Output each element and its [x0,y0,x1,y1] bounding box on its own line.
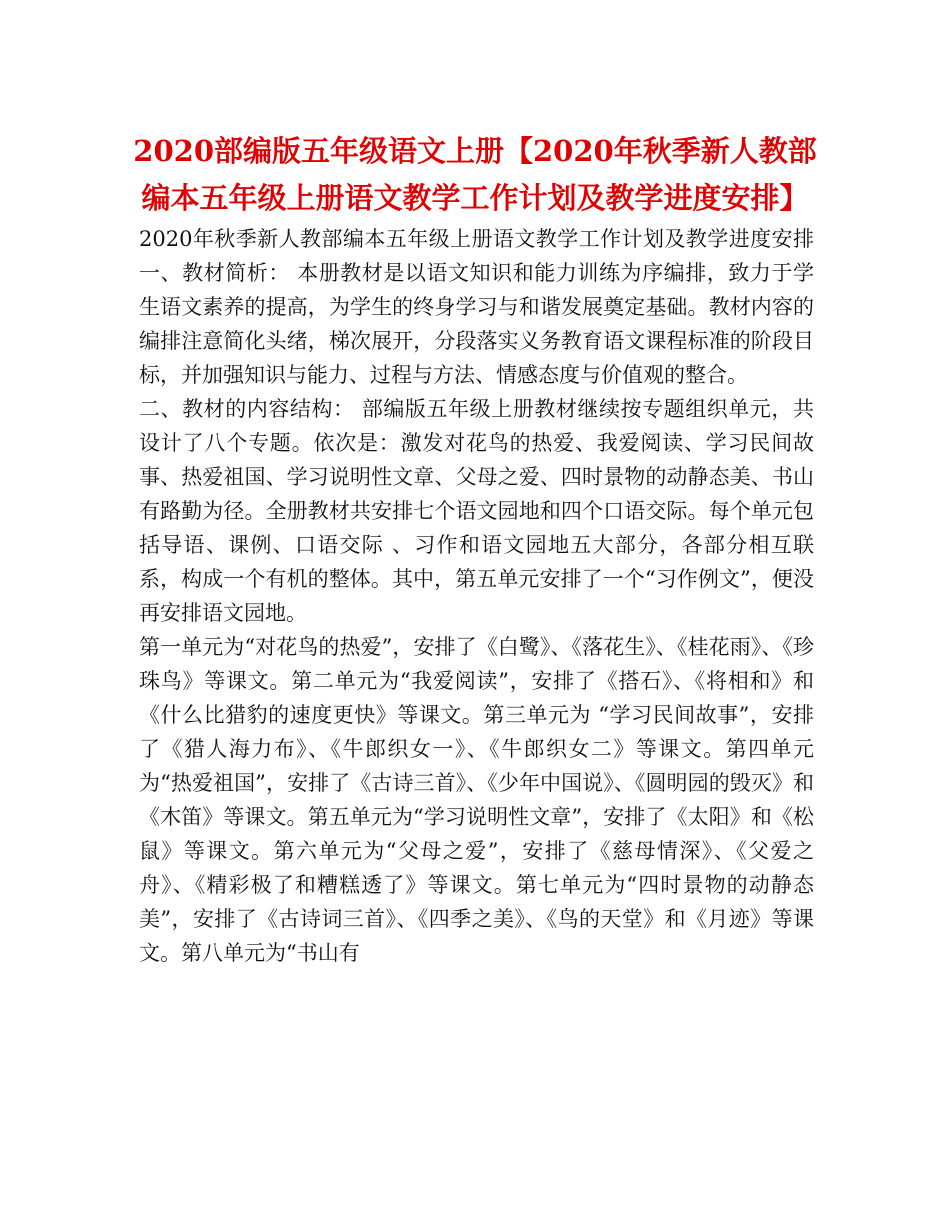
document-title: 2020部编版五年级语文上册【2020年秋季新人教部编本五年级上册语文教学工作计划及教学进度安排】 [133,134,817,215]
document-body [139,222,814,970]
paragraph-textbook-overview: 2020年秋季新人教部编本五年级上册语文教学工作计划及教学进度安排 一、教材简析： 本册教材是以语文知识和能力训练为序编排，致力于学生语文素养的提高，为学生的终身学习与和谐发展奠定基础。教材内容的编排注意简化头绪，梯次展开，分段落实义务教育语文课程标准的阶段目标，并加强知识与能力、过程与方法、情感态度与价值观的整合。 [139,227,814,387]
paragraph-content-structure: 二、教材的内容结构： 部编版五年级上册教材继续按专题组织单元，共设计了八个专题。依次是：激发对花鸟的热爱、我爱阅读、学习民间故事、热爱祖国、学习说明性文章、父母之爱、四时景物的动静态美、书山有路勤为径。全册教材共安排七个语文园地和四个口语交际。每个单元包括导语、课例、口语交际 、习作和语文园地五大部分，各部分相互联系，构成一个有机的整体。其中，第五单元安排了一个“习作例文”，便没再安排语文园地。 [139,397,814,625]
paragraph-unit-list: 第一单元为“对花鸟的热爱”，安排了《白鹭》、《落花生》、《桂花雨》、《珍珠鸟》等课文。第二单元为“我爱阅读”，安排了《搭石》、《将相和》和《什么比猎豹的速度更快》等课文。第三单元为 “学习民间故事”，安排了《猎人海力布》、《牛郎织女一》、《牛郎织女二》等课文。第四单元为“热爱祖国”，安排了《古诗三首》、《少年中国说》、《圆明园的毁灭》和《木笛》等课文。第五单元为“学习说明性文章”，安排了《太阳》和《松鼠》等课文。第六单元为“父母之爱”，安排了《慈母情深》、《父爱之舟》、《精彩极了和糟糕透了》等课文。第七单元为“四时景物的动静态美”，安排了《古诗词三首》、《四季之美》、《鸟的天堂》和《月迹》等课文。第八单元为“书山有 [139,635,814,965]
